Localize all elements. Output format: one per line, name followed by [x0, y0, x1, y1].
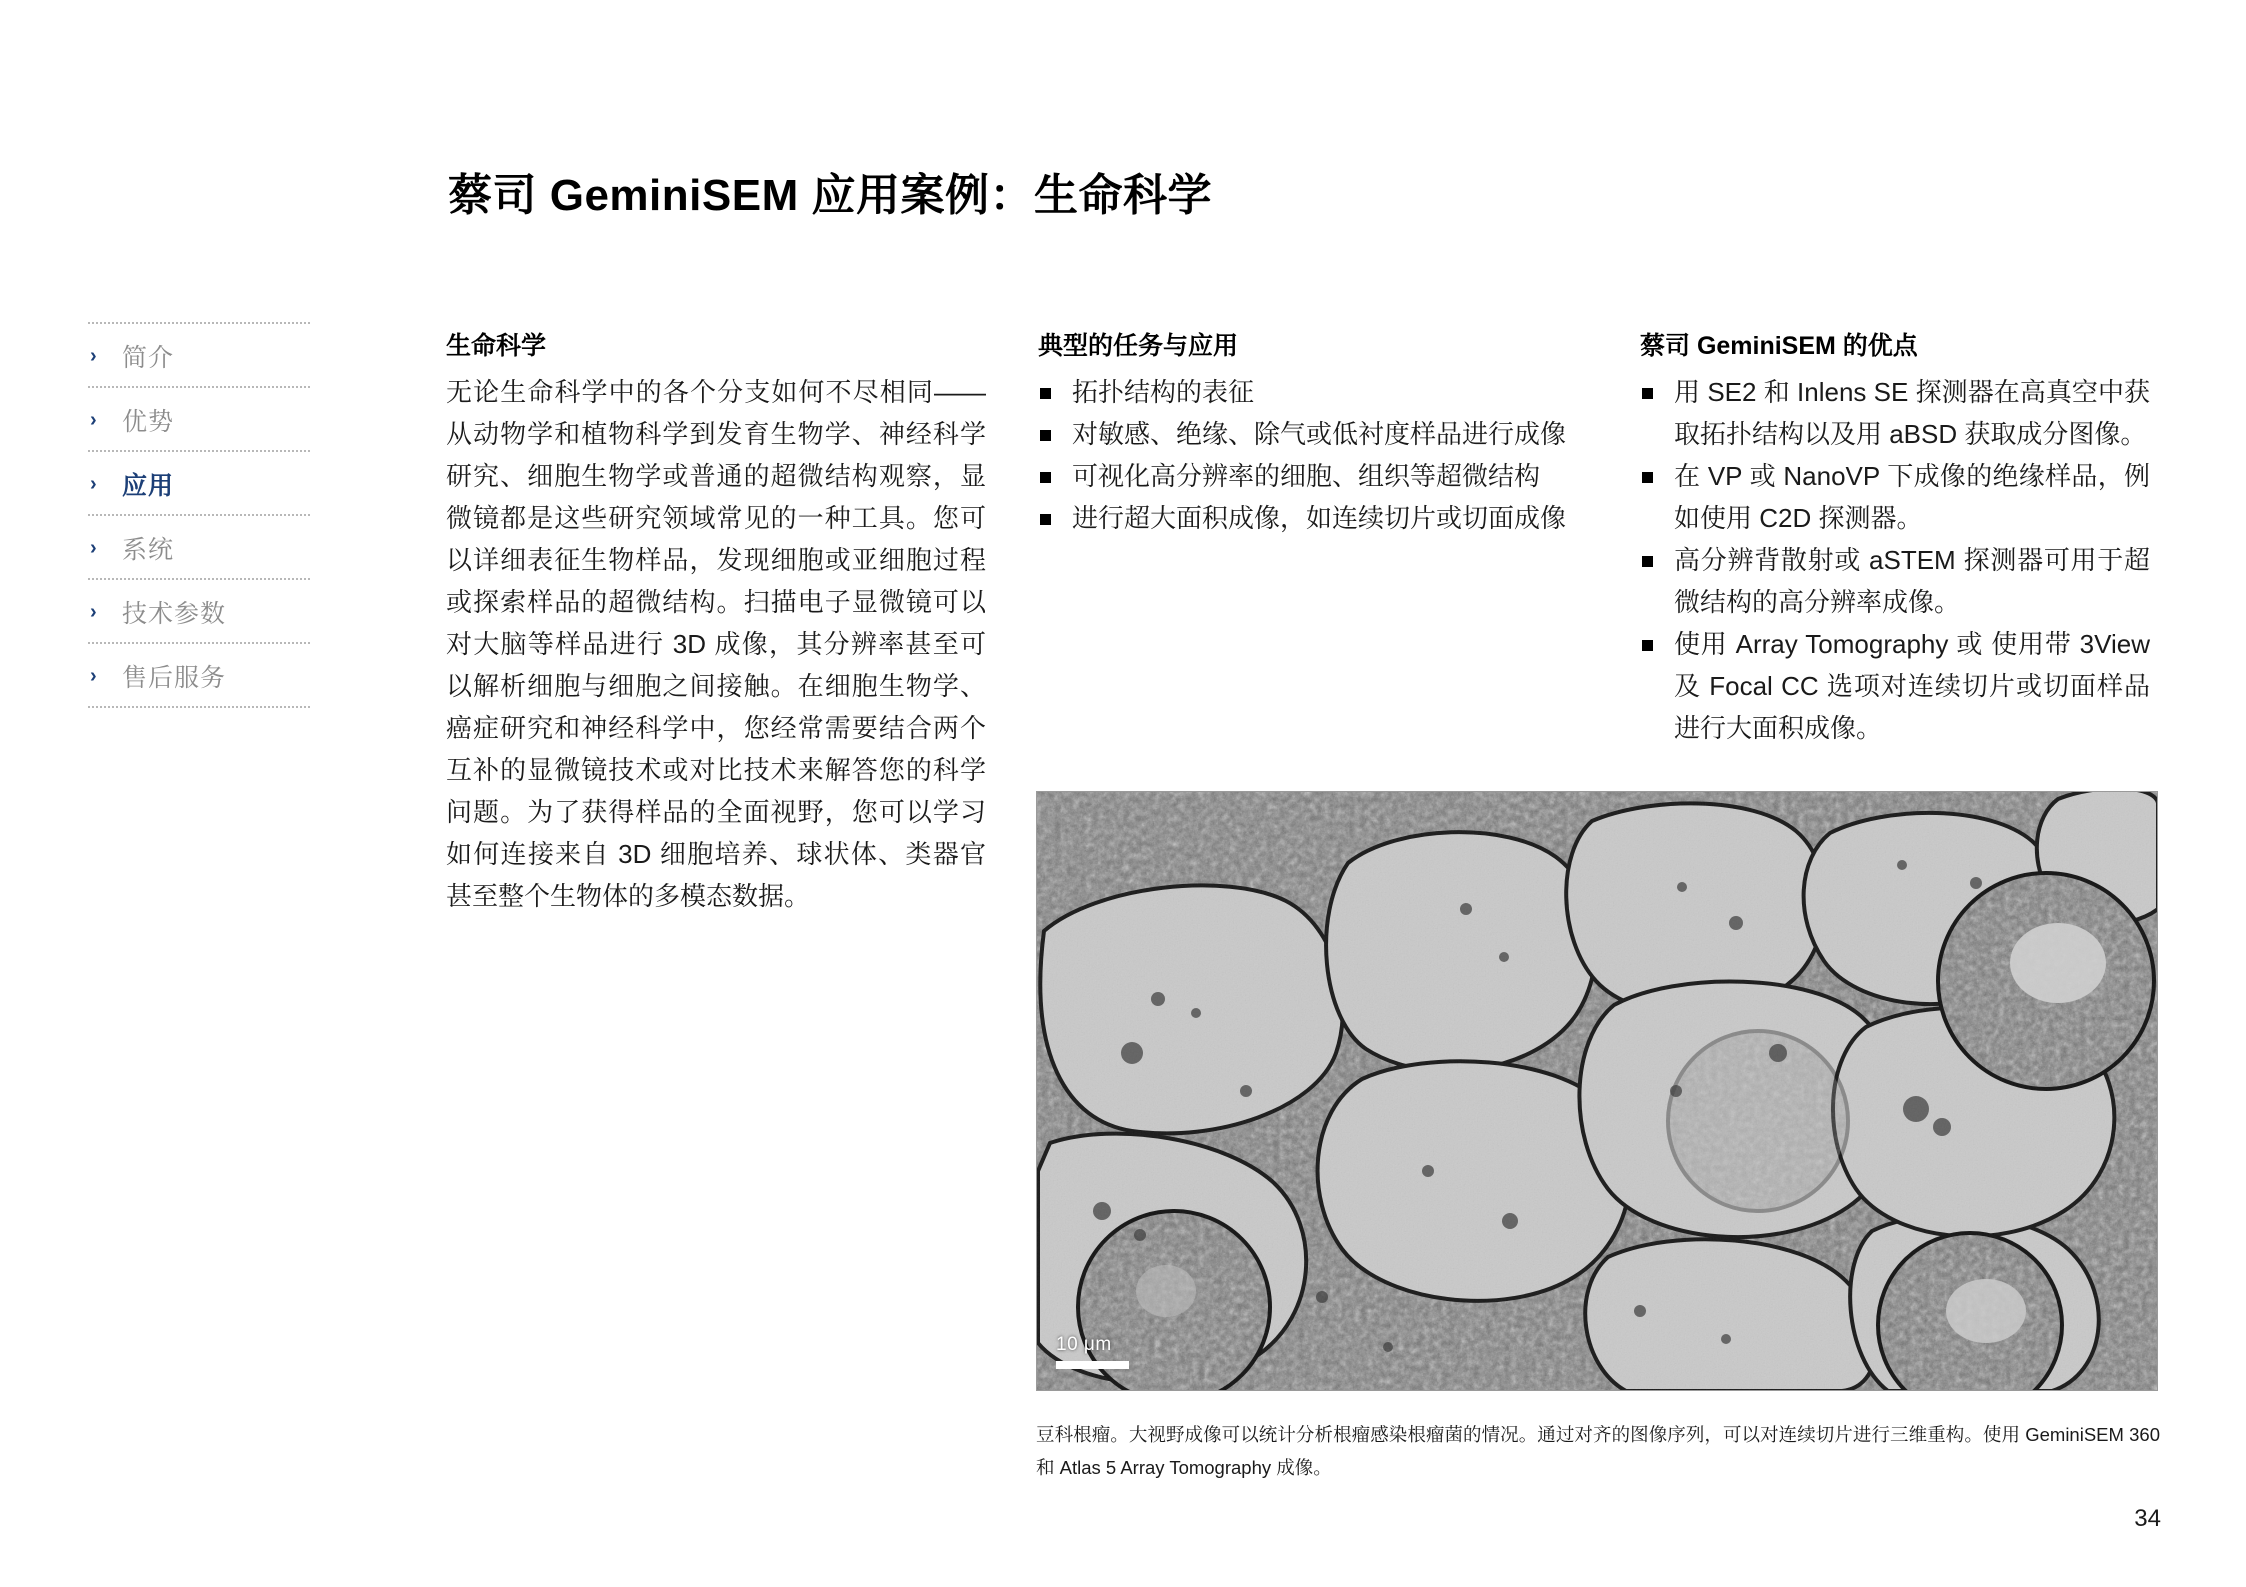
sidebar-item-label: 售后服务	[122, 664, 227, 692]
list-item: 可视化高分辨率的细胞、组织等超微结构	[1038, 455, 1588, 497]
sidebar-nav	[88, 322, 310, 708]
list-item: 对敏感、绝缘、除气或低衬度样品进行成像	[1038, 413, 1588, 455]
figure-caption: 豆科根瘤。大视野成像可以统计分析根瘤感染根瘤菌的情况。通过对齐的图像序列，可以对连续切片进行三维重构。使用 GeminiSEM 360 和 Atlas 5 Array Tomography 成像。	[1036, 1424, 2160, 1478]
sidebar-item-label: 优势	[122, 408, 175, 436]
chevron-right-icon: ›	[90, 665, 97, 687]
column-paragraph: 无论生命科学中的各个分支如何不尽相同——从动物学和植物科学到发育生物学、神经科学研究、细胞生物学或普通的超微结构观察，显微镜都是这些研究领域常见的一种工具。您可以详细表征生物样品，发现细胞或亚细胞过程或探索样品的超微结构。扫描电子显微镜可以对大脑等样品进行 3D 成像，其分辨率甚至可以解析细胞与细胞之间接触。在细胞生物学、癌症研究和神经科学中，您经常需要结合两个互补的显微镜技术或对比技术来解答您的科学问题。为了获得样品的全面视野，您可以学习如何连接来自 3D 细胞培养、球状体、类器官甚至整个生物体的多模态数据。	[446, 376, 986, 911]
sidebar-item-label: 系统	[122, 536, 175, 564]
scale-bar	[1056, 1334, 1129, 1369]
chevron-right-icon: ›	[90, 345, 97, 367]
column-heading: 蔡司 GeminiSEM 的优点	[1640, 332, 1918, 360]
list-item: 在 VP 或 NanoVP 下成像的绝缘样品，例如使用 C2D 探测器。	[1640, 455, 2150, 539]
column-heading: 生命科学	[446, 332, 547, 360]
sidebar-item-introduction[interactable]	[88, 322, 310, 386]
scale-bar-line	[1056, 1361, 1129, 1369]
column-life-sciences	[446, 330, 986, 917]
sidebar-item-service[interactable]	[88, 642, 310, 708]
list-item: 用 SE2 和 Inlens SE 探测器在高真空中获取拓扑结构以及用 aBSD 获取成分图像。	[1640, 371, 2150, 455]
list-item: 进行超大面积成像，如连续切片或切面成像	[1038, 497, 1588, 539]
page-title: 蔡司 GeminiSEM 应用案例：生命科学	[448, 171, 1212, 220]
sidebar-item-label: 技术参数	[122, 600, 227, 628]
scale-bar-label: 10 μm	[1056, 1334, 1112, 1355]
bullet-list	[1640, 371, 2150, 749]
column-typical-tasks	[1038, 330, 1588, 539]
list-item: 高分辨背散射或 aSTEM 探测器可用于超微结构的高分辨率成像。	[1640, 539, 2150, 623]
column-geminisem-benefits	[1640, 330, 2150, 749]
sidebar-item-advantages[interactable]	[88, 386, 310, 450]
sidebar-item-systems[interactable]	[88, 514, 310, 578]
chevron-right-icon: ›	[90, 409, 97, 431]
column-heading: 典型的任务与应用	[1038, 332, 1239, 360]
bullet-list	[1038, 371, 1588, 539]
sem-micrograph-image	[1036, 791, 2158, 1391]
micrograph-figure	[1036, 791, 2158, 1391]
chevron-right-icon: ›	[90, 473, 97, 495]
sidebar-item-label: 简介	[122, 344, 175, 372]
page-number: 34	[2134, 1505, 2161, 1532]
sidebar-item-specifications[interactable]	[88, 578, 310, 642]
chevron-right-icon: ›	[90, 601, 97, 623]
list-item: 使用 Array Tomography 或 使用带 3View 及 Focal CC 选项对连续切片或切面样品进行大面积成像。	[1640, 623, 2150, 749]
chevron-right-icon: ›	[90, 537, 97, 559]
sidebar-item-applications[interactable]	[88, 450, 310, 514]
sidebar-item-label: 应用	[122, 472, 175, 500]
list-item: 拓扑结构的表征	[1038, 371, 1588, 413]
